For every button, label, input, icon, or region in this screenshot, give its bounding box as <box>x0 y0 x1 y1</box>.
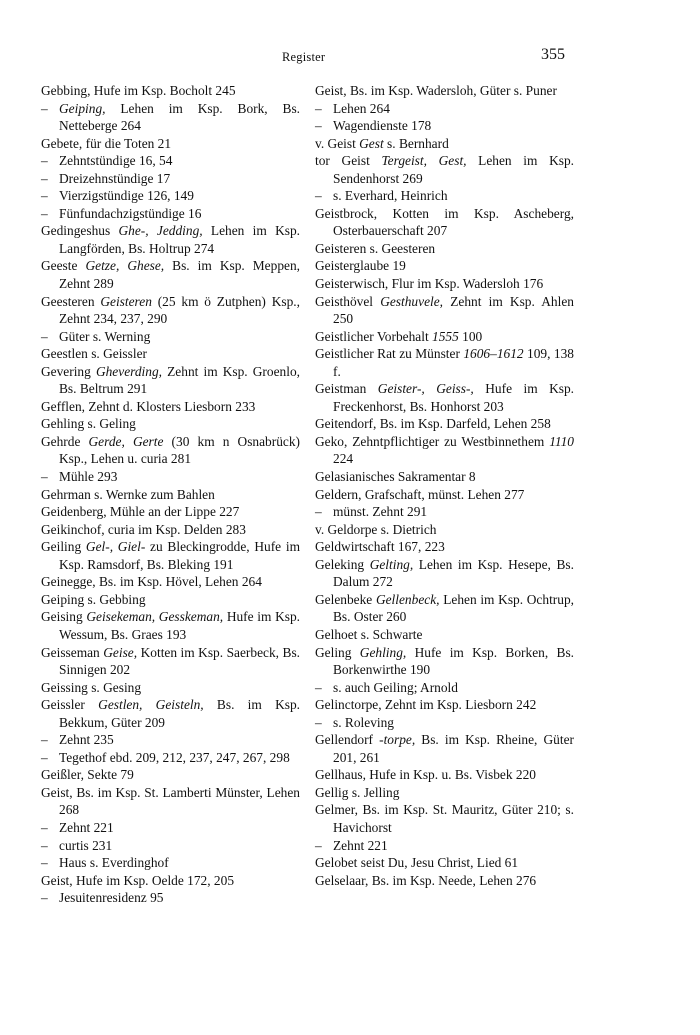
index-subentry <box>41 152 300 170</box>
entry-text: Geist, Hufe im Ksp. Oelde 172, 205 <box>41 872 235 888</box>
entry-text: münst. Zehnt 291 <box>333 504 428 520</box>
entry-text: Lehen im Ksp. Langförden, Bs. Holtrup 274 <box>59 223 300 256</box>
entry-text: Geistlicher Vorbehalt <box>315 328 433 344</box>
page-header <box>0 46 700 68</box>
entry-text: Jesuitenresidenz 95 <box>59 890 164 906</box>
variant-spelling: -torpe, <box>379 732 416 748</box>
index-entry <box>315 872 574 890</box>
entry-text: Geldwirtschaft 167, 223 <box>315 539 445 555</box>
index-entry <box>41 591 300 609</box>
entry-text: s. Bernhard <box>383 135 449 151</box>
index-subentry <box>315 503 574 521</box>
entry-text: Geissing s. Gesing <box>41 679 142 695</box>
index-entry <box>41 766 300 784</box>
index-subentry <box>41 187 300 205</box>
index-entry <box>41 696 300 731</box>
entry-text: Gellig s. Jelling <box>315 784 400 800</box>
index-entry <box>41 503 300 521</box>
entry-text: Geinegge, Bs. im Ksp. Hövel, Lehen 264 <box>41 574 262 590</box>
entry-text: Lehen im Ksp. Sendenhorst 269 <box>333 153 574 186</box>
entry-text: Zehnt 221 <box>333 837 388 853</box>
index-entry <box>315 766 574 784</box>
entry-text: Güter s. Werning <box>59 328 151 344</box>
entry-text: Haus s. Everdinghof <box>59 855 169 871</box>
entry-text: Hufe im Ksp. Freckenhorst, Bs. Honhorst 203 <box>333 381 575 414</box>
entry-text: 109, 138 f. <box>333 346 574 379</box>
index-entry <box>41 679 300 697</box>
index-entry <box>315 257 574 275</box>
variant-spelling: Gest <box>359 135 384 151</box>
entry-text: Zehnt im Ksp. Ahlen 250 <box>333 293 574 327</box>
entry-text: Zehnt im Ksp. Groenlo, Bs. Beltrum 291 <box>59 363 300 397</box>
variant-spelling: Gellenbeck, <box>375 591 440 607</box>
index-entry <box>315 293 574 328</box>
entry-text: Geikinchof, curia im Ksp. Delden 283 <box>41 521 246 537</box>
index-entry <box>315 644 574 679</box>
entry-text: Geising <box>41 609 87 625</box>
subentry-dash: – <box>41 328 48 344</box>
subentry-dash: – <box>41 170 48 186</box>
index-entry <box>41 608 300 643</box>
index-entry <box>315 415 574 433</box>
index-entry <box>315 205 574 240</box>
index-entry <box>41 784 300 819</box>
index-entry <box>315 696 574 714</box>
entry-text: Gelasianisches Sakramentar 8 <box>315 469 476 485</box>
subentry-dash: – <box>315 837 322 853</box>
index-entry <box>315 486 574 504</box>
index-entry <box>41 644 300 679</box>
index-entry <box>41 82 300 100</box>
entry-text: Geko, Zehntpflichtiger zu Westbinnethem <box>315 433 550 449</box>
entry-text: (30 km n Osnabrück) Ksp., Lehen u. curia 281 <box>59 433 300 467</box>
entry-text: Gelselaar, Bs. im Ksp. Neede, Lehen 276 <box>315 872 537 888</box>
variant-spelling: Getze, Ghese, <box>85 258 165 274</box>
index-entry <box>315 135 574 153</box>
entry-text: Geisterglaube 19 <box>315 258 406 274</box>
index-entry <box>315 152 574 187</box>
index-entry <box>315 240 574 258</box>
subentry-dash: – <box>41 890 48 906</box>
entry-text: Geesteren <box>41 293 101 309</box>
entry-text: Vierzigstündige 126, 149 <box>59 188 194 204</box>
subentry-dash: – <box>41 188 48 204</box>
entry-text: 224 <box>333 451 354 467</box>
index-entry <box>315 433 574 468</box>
entry-text: Fünfundachzigstündige 16 <box>59 205 202 221</box>
index-entry <box>315 801 574 836</box>
index-subentry <box>41 749 300 767</box>
variant-spelling: Ghe-, Jedding, <box>118 223 203 239</box>
entry-text: Gehrde <box>41 433 89 449</box>
variant-spelling: Gelting, <box>369 556 414 572</box>
index-subentry <box>315 837 574 855</box>
index-entry <box>315 784 574 802</box>
index-entry <box>41 486 300 504</box>
variant-spelling: 1110 <box>549 433 574 449</box>
index-entry <box>315 468 574 486</box>
variant-spelling: Gel-, Giel- <box>85 539 146 555</box>
entry-text: Geißler, Sekte 79 <box>41 767 134 783</box>
index-entry <box>315 345 574 380</box>
index-entry <box>315 275 574 293</box>
entry-text: Geling <box>315 644 360 660</box>
subentry-dash: – <box>41 749 48 765</box>
entry-text: tor Geist <box>315 153 382 169</box>
index-entry <box>41 433 300 468</box>
index-entry <box>41 538 300 573</box>
index-entry <box>41 573 300 591</box>
variant-spelling: Gesthuvele, <box>380 293 444 309</box>
index-entry <box>315 538 574 556</box>
entry-text: Zehntstündige 16, 54 <box>59 153 173 169</box>
subentry-dash: – <box>315 714 322 730</box>
variant-spelling: Geise, <box>103 644 138 660</box>
entry-text: Bs. im Ksp. Meppen, Zehnt 289 <box>59 258 301 292</box>
subentry-dash: – <box>315 100 322 116</box>
entry-text: Geistman <box>315 381 378 397</box>
index-subentry <box>315 714 574 732</box>
index-column-right <box>315 82 574 889</box>
entry-text: s. Everhard, Heinrich <box>333 188 448 204</box>
entry-text: s. Roleving <box>333 714 395 730</box>
entry-text: Gelenbeke <box>315 591 376 607</box>
entry-text: Geist, Bs. im Ksp. St. Lamberti Münster, Lehen 268 <box>41 784 300 818</box>
entry-text: Gelinctorpe, Zehnt im Ksp. Liesborn 242 <box>315 697 537 713</box>
entry-text: Geiping s. Gebbing <box>41 591 146 607</box>
index-entry <box>41 293 300 328</box>
index-subentry <box>315 117 574 135</box>
subentry-dash: – <box>41 100 48 116</box>
entry-text: Gebete, für die Toten 21 <box>41 135 172 151</box>
subentry-dash: – <box>41 469 48 485</box>
entry-text: Geiling <box>41 539 86 555</box>
index-subentry <box>41 819 300 837</box>
entry-text: Geist, Bs. im Ksp. Wadersloh, Güter s. Puner <box>315 83 557 98</box>
index-entry <box>41 257 300 292</box>
entry-text: Gevering <box>41 363 96 379</box>
entry-text: Geistlicher Rat zu Münster <box>315 346 464 362</box>
entry-text: Geisterwisch, Flur im Ksp. Wadersloh 176 <box>315 276 544 292</box>
entry-text: Geistbrock, Kotten im Ksp. Ascheberg, Osterbauerschaft 207 <box>315 205 574 239</box>
entry-text: Geitendorf, Bs. im Ksp. Darfeld, Lehen 258 <box>315 416 551 432</box>
variant-spelling: Geisekeman, Gesskeman, <box>86 609 224 625</box>
subentry-dash: – <box>41 837 48 853</box>
entry-text: Gedingeshus <box>41 223 119 239</box>
index-entry <box>315 591 574 626</box>
index-subentry <box>41 205 300 223</box>
entry-text: Wagendienste 178 <box>333 118 432 134</box>
index-entry <box>41 872 300 890</box>
variant-spelling: Gestlen, Geisteln, <box>98 697 204 713</box>
variant-spelling: Tergeist, Gest, <box>381 153 467 169</box>
entry-text: Gelmer, Bs. im Ksp. St. Mauritz, Güter 210; s. Havichorst <box>315 802 574 835</box>
entry-text: Lehen im Ksp. Hesepe, Bs. Dalum 272 <box>333 556 574 590</box>
running-title: Register <box>282 50 326 64</box>
entry-text: Geeste <box>41 258 86 274</box>
subentry-dash: – <box>315 504 322 520</box>
variant-spelling: 1555 <box>432 328 459 344</box>
entry-text: Geissler <box>41 697 99 713</box>
index-subentry <box>41 731 300 749</box>
index-subentry <box>41 837 300 855</box>
variant-spelling: Gehling, <box>359 644 407 660</box>
subentry-dash: – <box>41 855 48 871</box>
entry-text: Geisteren s. Geesteren <box>315 240 436 256</box>
subentry-dash: – <box>41 153 48 169</box>
index-subentry <box>41 854 300 872</box>
entry-text: Gelhoet s. Schwarte <box>315 626 423 642</box>
index-entry <box>41 398 300 416</box>
entry-text: s. auch Geiling; Arnold <box>333 679 458 695</box>
index-entry <box>315 82 574 100</box>
index-entry <box>41 345 300 363</box>
index-entry <box>315 854 574 872</box>
variant-spelling: Geisteren <box>100 293 152 309</box>
variant-spelling: 1606–1612 <box>463 346 524 362</box>
variant-spelling: Gheverding, <box>95 363 163 379</box>
subentry-dash: – <box>41 732 48 748</box>
entry-text: Hufe im Ksp. Wessum, Bs. Graes 193 <box>59 609 300 642</box>
subentry-dash: – <box>41 819 48 835</box>
variant-spelling: Gerde, Gerte <box>88 433 164 449</box>
index-subentry <box>41 468 300 486</box>
subentry-dash: – <box>315 679 322 695</box>
subentry-dash: – <box>315 118 322 134</box>
entry-text: 100 <box>458 328 483 344</box>
subentry-dash: – <box>315 188 322 204</box>
subentry-dash: – <box>41 205 48 221</box>
entry-text: Geidenberg, Mühle an der Lippe 227 <box>41 504 240 520</box>
index-entry <box>41 222 300 257</box>
variant-spelling: Geister-, Geiss-, <box>377 381 474 397</box>
index-subentry <box>315 187 574 205</box>
index-entry <box>315 521 574 539</box>
index-subentry <box>315 100 574 118</box>
entry-text: Gellhaus, Hufe in Ksp. u. Bs. Visbek 220 <box>315 767 536 783</box>
entry-text: Gellendorf <box>315 732 380 748</box>
index-entry <box>41 363 300 398</box>
entry-text: Geestlen s. Geissler <box>41 346 147 362</box>
entry-text: v. Geist <box>315 135 360 151</box>
entry-text: Dreizehnstündige 17 <box>59 170 171 186</box>
entry-text: Geleking <box>315 556 370 572</box>
entry-text: v. Geldorpe s. Dietrich <box>315 521 437 537</box>
entry-text: Mühle 293 <box>59 469 118 485</box>
index-entry <box>41 415 300 433</box>
entry-text: zu Bleckingrodde, Hufe im Ksp. Ramsdorf, Bs. Bleking 191 <box>59 539 300 572</box>
index-entry <box>41 521 300 539</box>
entry-text: Gefflen, Zehnt d. Klosters Liesborn 233 <box>41 398 256 414</box>
entry-text: Lehen im Ksp. Ochtrup, Bs. Oster 260 <box>333 591 574 625</box>
entry-text: Lehen im Ksp. Bork, Bs. Netteberge 264 <box>59 100 300 134</box>
entry-text: Kotten im Ksp. Saerbeck, Bs. Sinnigen 202 <box>59 644 301 678</box>
index-entry <box>315 328 574 346</box>
entry-text: Gebbing, Hufe im Ksp. Bocholt 245 <box>41 83 236 98</box>
entry-text: (25 km ö Zutphen) Ksp., Zehnt 234, 237, 290 <box>59 293 300 327</box>
index-subentry <box>41 170 300 188</box>
index-subentry <box>315 679 574 697</box>
entry-text: Gehling s. Geling <box>41 416 136 432</box>
index-entry <box>41 135 300 153</box>
index-entry <box>315 380 574 415</box>
entry-text: Gehrman s. Wernke zum Bahlen <box>41 486 215 502</box>
entry-text: Geisseman <box>41 644 104 660</box>
index-entry <box>315 626 574 644</box>
index-entry <box>315 556 574 591</box>
index-subentry <box>41 889 300 907</box>
entry-text: Geisthövel <box>315 293 381 309</box>
entry-text: Geldern, Grafschaft, münst. Lehen 277 <box>315 486 525 502</box>
entry-text: Zehnt 235 <box>59 732 114 748</box>
entry-text: Lehen 264 <box>333 100 390 116</box>
entry-text: Bs. im Ksp. Rheine, Güter 201, 261 <box>333 732 574 765</box>
entry-text: Zehnt 221 <box>59 819 114 835</box>
entry-text: Tegethof ebd. 209, 212, 237, 247, 267, 298 <box>59 749 290 765</box>
index-column-left <box>41 82 300 907</box>
entry-text: curtis 231 <box>59 837 113 853</box>
index-subentry <box>41 100 300 135</box>
entry-text: Bs. im Ksp. Bekkum, Güter 209 <box>59 697 301 730</box>
variant-spelling: Geiping, <box>59 100 106 116</box>
page-number: 355 <box>541 46 565 63</box>
entry-text: Hufe im Ksp. Borken, Bs. Borkenwirthe 190 <box>333 644 575 678</box>
index-subentry <box>41 328 300 346</box>
entry-text: Gelobet seist Du, Jesu Christ, Lied 61 <box>315 855 519 871</box>
index-entry <box>315 731 574 766</box>
